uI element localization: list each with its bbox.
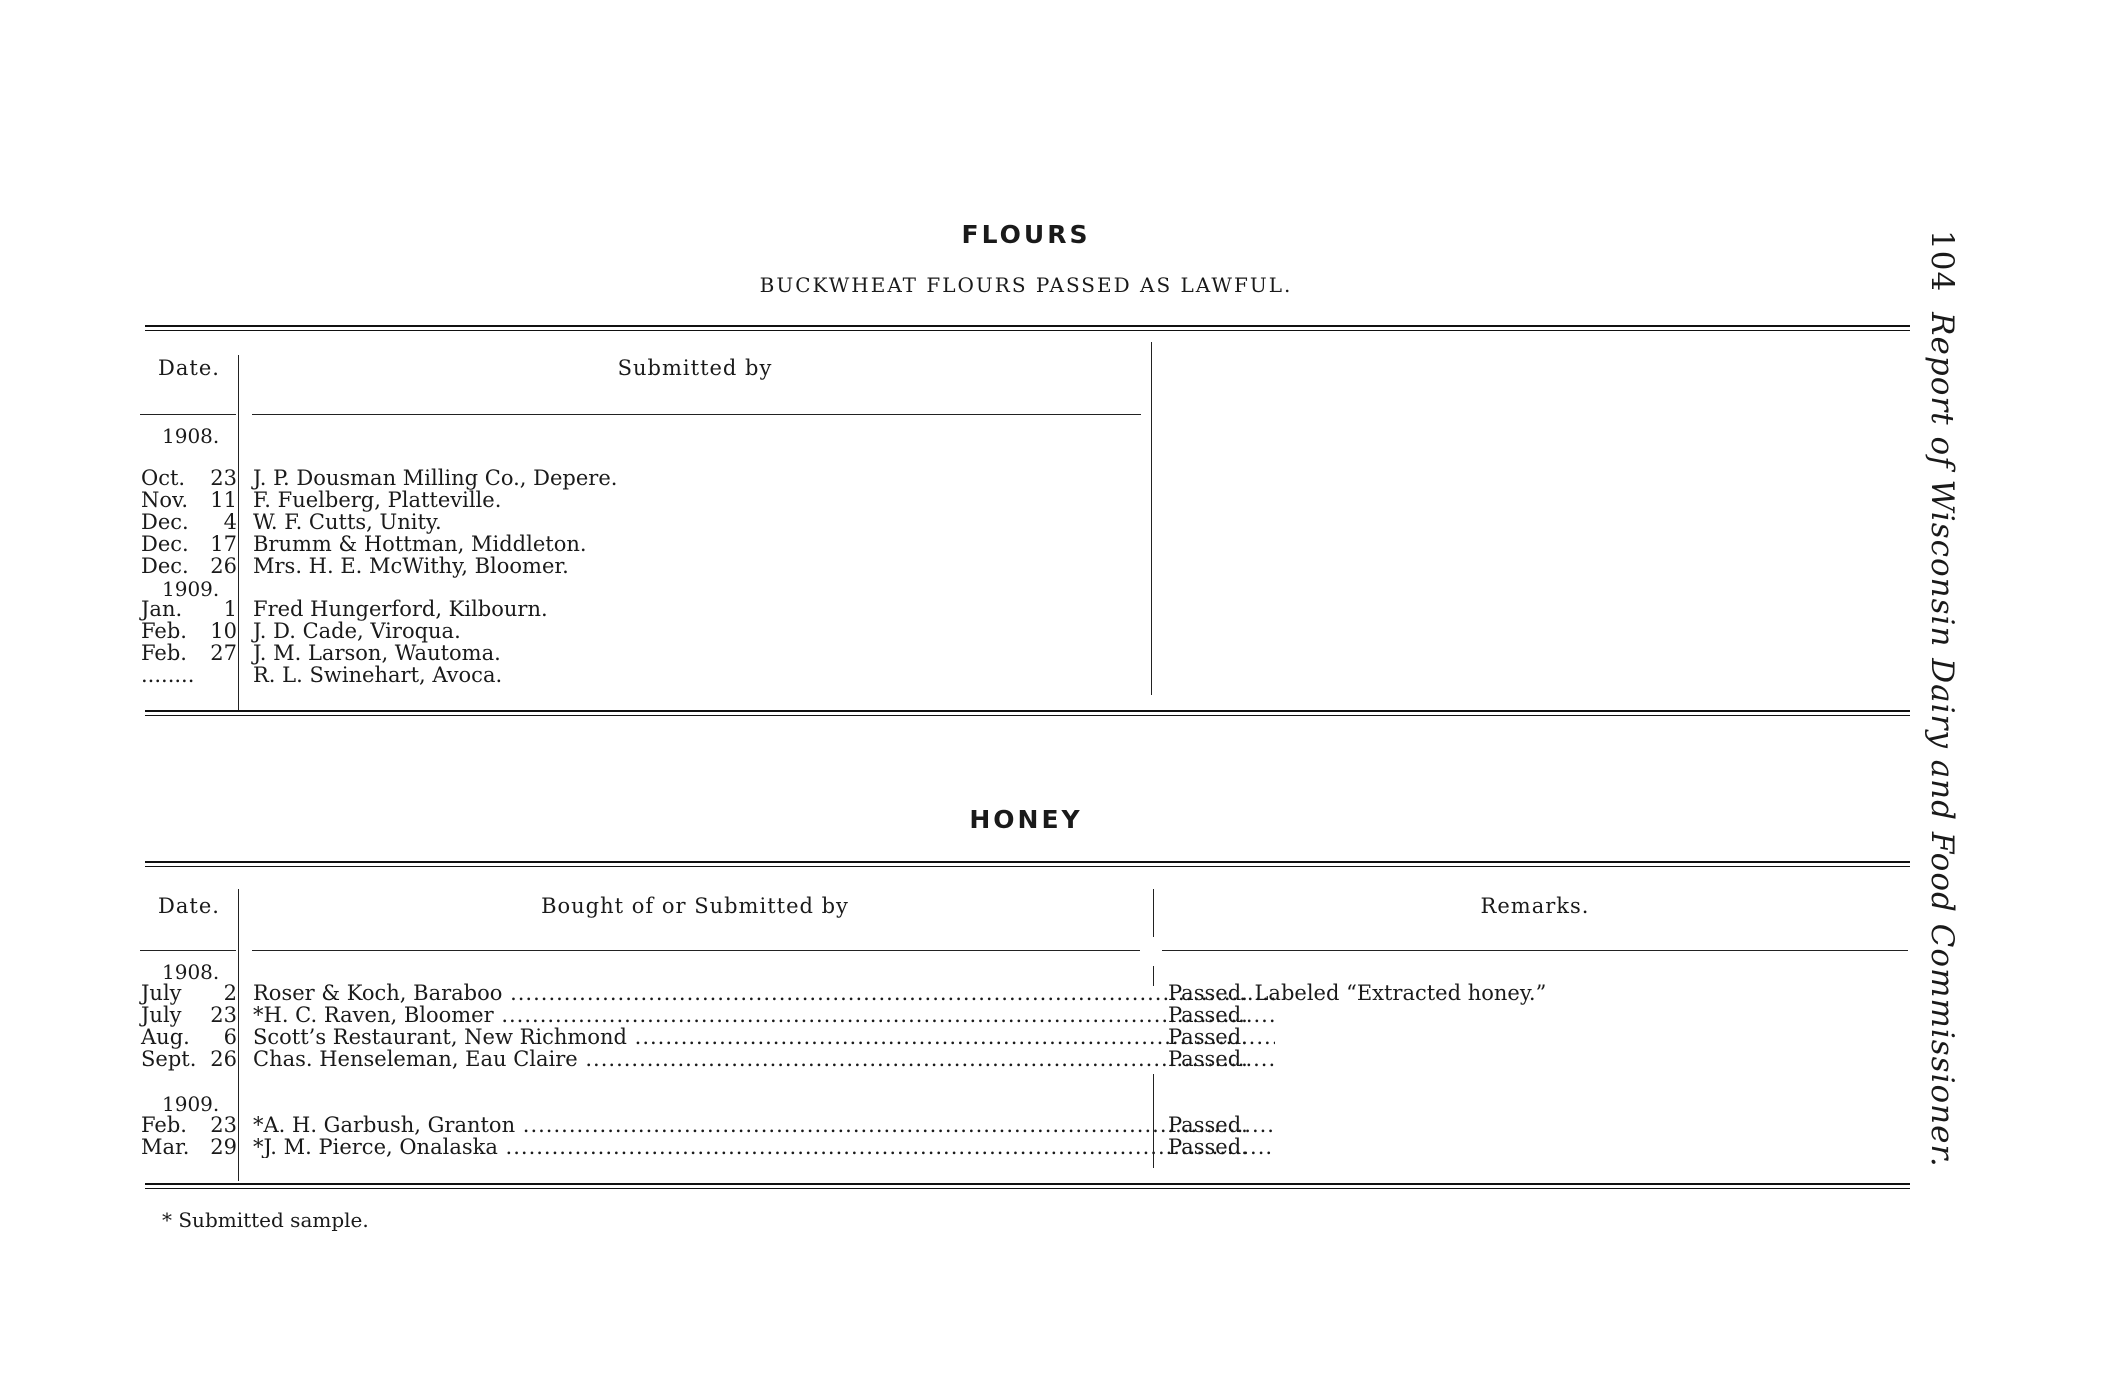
row-month: Nov. [141,488,189,512]
honey-top-rule [145,861,1910,867]
honey-header-rule-remarks [1162,950,1908,951]
flours-year-1908: 1908. [162,424,220,448]
row-name: R. L. Swinehart, Avoca. [253,663,503,687]
row-name: Mrs. H. E. McWithy, Bloomer. [253,554,569,578]
row-month: Dec. [141,532,189,556]
row-name: *A. H. Garbush, Granton ..... [253,1114,1275,1136]
flours-bottom-rule [145,710,1910,716]
row-name: Fred Hungerford, Kilbourn. [253,597,548,621]
row-name: *J. M. Pierce, Onalaska ..... [253,1136,1275,1158]
row-day: 27 [210,641,237,665]
honey-header-rule-date [140,950,236,951]
row-remark: Passed. [1168,1113,1248,1137]
row-remark: Passed. [1168,1003,1248,1027]
running-header [1924,230,1990,1190]
row-day: 11 [210,488,237,512]
row-day: 4 [223,510,237,534]
row-month: Dec. [141,554,189,578]
row-day: 23 [210,466,237,490]
honey-year-1908: 1908. [162,960,220,984]
row-month: Feb. [141,641,187,665]
row-name: Roser & Koch, Baraboo ..... [253,982,1275,1004]
row-day: 17 [210,532,237,556]
row-month: Feb. [141,1113,187,1137]
flours-submitted-header: Submitted by [617,356,773,380]
flours-header-rule-date [140,414,236,415]
honey-remarks-divider-top [1153,889,1154,937]
row-day: 6 [223,1025,237,1049]
row-remark: Passed. [1168,1135,1248,1159]
flours-year-1909: 1909. [162,577,220,601]
row-day: 1 [223,597,237,621]
row-month: Jan. [141,597,183,621]
row-name: F. Fuelberg, Platteville. [253,488,502,512]
row-name: J. M. Larson, Wautoma. [253,641,501,665]
honey-header-rule-name [252,950,1140,951]
row-name: J. P. Dousman Milling Co., Depere. [253,466,618,490]
honey-year-1909: 1909. [162,1092,220,1116]
row-day: 23 [210,1003,237,1027]
row-name: W. F. Cutts, Unity. [253,510,442,534]
running-title: Report of Wisconsin Dairy and Food Commissioner. [1924,312,1960,1168]
row-month: Feb. [141,619,187,643]
row-month: Dec. [141,510,189,534]
row-day: 23 [210,1113,237,1137]
row-month: ........ [141,663,195,687]
flours-header-rule-name [252,414,1141,415]
flours-top-rule [145,325,1910,331]
flours-title: FLOURS [961,220,1091,249]
row-day: 26 [210,554,237,578]
row-day: 29 [210,1135,237,1159]
row-month: Sept. [141,1047,197,1071]
honey-date-divider [238,889,239,1181]
flours-right-divider [1151,342,1152,695]
row-name: J. D. Cade, Viroqua. [253,619,461,643]
row-remark: Passed. [1168,1025,1248,1049]
row-month: July [141,981,182,1005]
row-name: Brumm & Hottman, Middleton. [253,532,587,556]
footnote: * Submitted sample. [162,1208,369,1232]
row-month: Oct. [141,466,186,490]
honey-date-header: Date. [158,894,220,918]
row-remark: Passed. [1168,1047,1248,1071]
flours-date-header: Date. [158,356,220,380]
row-remark: Passed. Labeled “Extracted honey.” [1168,981,1547,1005]
row-month: July [141,1003,182,1027]
row-month: Mar. [141,1135,190,1159]
flours-subtitle: BUCKWHEAT FLOURS PASSED AS LAWFUL. [759,273,1293,297]
flours-date-divider [238,355,239,710]
row-name: Chas. Henseleman, Eau Claire ..... [253,1048,1275,1070]
honey-bottom-rule [145,1183,1910,1189]
row-name: *H. C. Raven, Bloomer ..... [253,1004,1275,1026]
page-number: 104 [1924,230,1960,293]
row-day: 10 [210,619,237,643]
row-day: 2 [223,981,237,1005]
row-name: Scott’s Restaurant, New Richmond ..... [253,1026,1275,1048]
row-month: Aug. [141,1025,190,1049]
honey-remarks-header: Remarks. [1480,894,1590,918]
row-day: 26 [210,1047,237,1071]
honey-bought-header: Bought of or Submitted by [541,894,849,918]
honey-title: HONEY [969,805,1083,834]
